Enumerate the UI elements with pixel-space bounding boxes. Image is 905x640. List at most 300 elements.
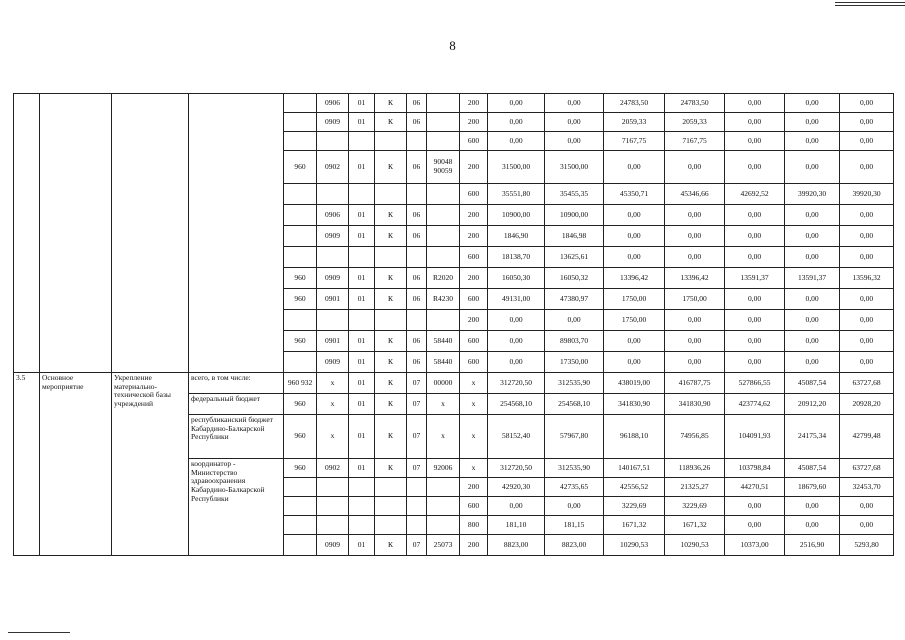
table-cell [284, 132, 317, 151]
table-cell: 10290,53 [665, 535, 725, 556]
table-cell: 5293,80 [840, 535, 894, 556]
table-cell: 200 [460, 94, 488, 113]
footnote-rule [8, 632, 70, 633]
table-cell: 0,00 [725, 331, 785, 352]
table-cell: 0,00 [545, 132, 604, 151]
table-cell: 1750,00 [665, 289, 725, 310]
table-cell [427, 113, 460, 132]
table-cell: 01 [349, 352, 375, 373]
table-cell: 960 [284, 151, 317, 184]
table-cell: 44270,51 [725, 478, 785, 497]
table-cell [375, 310, 407, 331]
table-cell: 0,00 [665, 247, 725, 268]
table-cell: 0,00 [785, 497, 840, 516]
table-cell: 0,00 [665, 310, 725, 331]
table-cell: 06 [407, 331, 427, 352]
table-cell: 416787,75 [665, 373, 725, 394]
table-cell: К [375, 94, 407, 113]
table-cell: 3229,69 [604, 497, 665, 516]
table-cell: 960 [284, 331, 317, 352]
table-cell [407, 478, 427, 497]
table-cell: 312535,90 [545, 373, 604, 394]
table-cell: 01 [349, 373, 375, 394]
table-cell: 06 [407, 113, 427, 132]
table-cell: 181,10 [488, 516, 545, 535]
table-cell: 0,00 [545, 113, 604, 132]
table-cell: 13625,61 [545, 247, 604, 268]
table-cell: 0,00 [604, 352, 665, 373]
table-cell: 45350,71 [604, 184, 665, 205]
table-cell: 600 [460, 184, 488, 205]
table-cell: 0,00 [840, 310, 894, 331]
table-cell: 0,00 [840, 247, 894, 268]
table-cell: 42735,65 [545, 478, 604, 497]
table-cell: К [375, 268, 407, 289]
table-cell: 103798,84 [725, 459, 785, 478]
table-cell: 01 [349, 459, 375, 478]
table-cell: 0,00 [725, 205, 785, 226]
table-cell: 01 [349, 226, 375, 247]
table-cell [407, 247, 427, 268]
table-cell: 960 [284, 459, 317, 478]
table-cell: 341830,90 [604, 394, 665, 415]
table-cell: 06 [407, 289, 427, 310]
table-cell: 01 [349, 113, 375, 132]
table-cell: 0,00 [785, 113, 840, 132]
table-cell: 0,00 [840, 516, 894, 535]
table-cell: 35551,80 [488, 184, 545, 205]
table-cell: R2020 [427, 268, 460, 289]
table-cell: 2059,33 [665, 113, 725, 132]
table-cell: 0,00 [488, 310, 545, 331]
table-cell [427, 205, 460, 226]
table-cell: Укрепление материально-технической базы учреждений [112, 373, 189, 556]
table-cell: 2516,90 [785, 535, 840, 556]
table-cell: 527866,55 [725, 373, 785, 394]
table-cell: х [427, 394, 460, 415]
table-cell: 0,00 [488, 352, 545, 373]
table-cell [14, 94, 40, 373]
table-cell: 0,00 [545, 94, 604, 113]
table-cell: федеральный бюджет [189, 394, 284, 415]
table-cell [427, 132, 460, 151]
table-cell: 0,00 [785, 132, 840, 151]
table-cell: 21325,27 [665, 478, 725, 497]
table-row [14, 373, 894, 394]
table-cell: 13596,32 [840, 268, 894, 289]
table-cell [284, 184, 317, 205]
table-cell: 1671,32 [604, 516, 665, 535]
table-cell: 960 932 [284, 373, 317, 394]
table-cell [317, 478, 349, 497]
table-cell [317, 247, 349, 268]
table-cell: 2059,33 [604, 113, 665, 132]
table-cell: 01 [349, 394, 375, 415]
table-cell [375, 184, 407, 205]
page-number: 8 [449, 38, 456, 53]
table-cell: х [317, 373, 349, 394]
table-cell: 07 [407, 394, 427, 415]
table-cell: 7167,75 [604, 132, 665, 151]
table-cell: 0,00 [840, 151, 894, 184]
table-cell: 0,00 [604, 226, 665, 247]
table-cell [427, 497, 460, 516]
table-cell [427, 516, 460, 535]
table-cell: 0902 [317, 151, 349, 184]
table-cell: 10290,53 [604, 535, 665, 556]
table-cell: 24175,34 [785, 415, 840, 459]
table-cell: х [317, 394, 349, 415]
table-cell: 200 [460, 478, 488, 497]
table-cell: 39920,30 [785, 184, 840, 205]
table-cell: 1750,00 [604, 289, 665, 310]
table-cell: 438019,00 [604, 373, 665, 394]
table-cell: 0,00 [665, 352, 725, 373]
table-cell: 0,00 [840, 497, 894, 516]
table-cell: х [460, 415, 488, 459]
table-cell: 0,00 [840, 289, 894, 310]
table-cell: 254568,10 [545, 394, 604, 415]
table-cell: 01 [349, 289, 375, 310]
table-cell: 1750,00 [604, 310, 665, 331]
table-cell: 0,00 [488, 113, 545, 132]
table-cell [427, 184, 460, 205]
table-cell: 20912,20 [785, 394, 840, 415]
table-cell: 0,00 [725, 151, 785, 184]
table-cell [284, 497, 317, 516]
table-cell: 200 [460, 535, 488, 556]
table-cell: 07 [407, 373, 427, 394]
table-cell: 1671,32 [665, 516, 725, 535]
table-cell [284, 247, 317, 268]
table-cell: 0902 [317, 459, 349, 478]
table-cell: 42692,52 [725, 184, 785, 205]
table-cell: 200 [460, 268, 488, 289]
table-cell [349, 247, 375, 268]
table-cell: 35455,35 [545, 184, 604, 205]
table-cell [407, 497, 427, 516]
table-cell: 01 [349, 535, 375, 556]
table-cell: 0,00 [840, 113, 894, 132]
table-cell: 45346,66 [665, 184, 725, 205]
table-cell: 600 [460, 352, 488, 373]
table-cell: х [460, 459, 488, 478]
table-cell: 06 [407, 151, 427, 184]
table-cell: 0,00 [840, 352, 894, 373]
table-cell: К [375, 226, 407, 247]
table-cell: 312720,50 [488, 459, 545, 478]
table-cell: 0,00 [665, 205, 725, 226]
table-cell [284, 226, 317, 247]
table-cell [427, 247, 460, 268]
table-cell: 0909 [317, 535, 349, 556]
table-cell: 0,00 [785, 247, 840, 268]
top-edge-mark [835, 0, 905, 4]
table-cell: 0,00 [725, 226, 785, 247]
table-cell [284, 113, 317, 132]
table-cell [375, 516, 407, 535]
table-cell: 960 [284, 268, 317, 289]
table-cell: 0,00 [604, 151, 665, 184]
table-cell: 0909 [317, 113, 349, 132]
table-cell: К [375, 205, 407, 226]
table-cell: координатор - Министерство здравоохранения Кабардино-Балкарской Республики [189, 459, 284, 556]
table-cell: 0,00 [725, 352, 785, 373]
table-cell: 42799,48 [840, 415, 894, 459]
table-cell: 17350,00 [545, 352, 604, 373]
table-cell: 254568,10 [488, 394, 545, 415]
table-cell: х [317, 415, 349, 459]
table-cell: 89803,70 [545, 331, 604, 352]
table-cell: 960 [284, 394, 317, 415]
table-cell [349, 184, 375, 205]
table-cell: 0,00 [840, 205, 894, 226]
table-cell: 01 [349, 268, 375, 289]
table-cell [317, 310, 349, 331]
table-cell [427, 478, 460, 497]
table-cell: 92006 [427, 459, 460, 478]
table-cell [284, 535, 317, 556]
table-cell [284, 478, 317, 497]
table-cell: 32453,70 [840, 478, 894, 497]
table-cell: 06 [407, 352, 427, 373]
table-cell: 06 [407, 205, 427, 226]
table-cell: 960 [284, 289, 317, 310]
table-cell: 312720,50 [488, 373, 545, 394]
table-cell: 0,00 [785, 205, 840, 226]
table-cell: 24783,50 [604, 94, 665, 113]
table-cell: 01 [349, 331, 375, 352]
table-cell: 1846,98 [545, 226, 604, 247]
table-cell: 25073 [427, 535, 460, 556]
table-cell: 01 [349, 205, 375, 226]
table-cell [375, 478, 407, 497]
table-cell: х [427, 415, 460, 459]
table-cell: 58440 [427, 331, 460, 352]
table-cell: К [375, 289, 407, 310]
table-cell: 0,00 [840, 331, 894, 352]
table-cell: К [375, 394, 407, 415]
table-cell [317, 184, 349, 205]
table-cell: 01 [349, 415, 375, 459]
table-cell: 45087,54 [785, 373, 840, 394]
table-cell: 06 [407, 94, 427, 113]
table-cell: 00000 [427, 373, 460, 394]
table-cell: 0909 [317, 352, 349, 373]
table-cell: 0,00 [785, 516, 840, 535]
table-cell [349, 478, 375, 497]
table-cell: 800 [460, 516, 488, 535]
table-cell: К [375, 373, 407, 394]
table-cell: х [460, 394, 488, 415]
table-cell [375, 247, 407, 268]
table-cell: 74956,85 [665, 415, 725, 459]
table-cell: 47380,97 [545, 289, 604, 310]
table-cell: 0,00 [604, 205, 665, 226]
table-cell: 0,00 [840, 132, 894, 151]
table-cell: 600 [460, 497, 488, 516]
table-cell: 0,00 [725, 247, 785, 268]
table-cell: 312535,90 [545, 459, 604, 478]
table-cell [427, 94, 460, 113]
table-cell: 0901 [317, 289, 349, 310]
table-cell [407, 516, 427, 535]
table-cell: 06 [407, 268, 427, 289]
table-cell [284, 352, 317, 373]
table-cell [349, 516, 375, 535]
table-cell: 0,00 [785, 352, 840, 373]
table-cell: 0,00 [488, 94, 545, 113]
table-cell [349, 497, 375, 516]
table-cell: 42920,30 [488, 478, 545, 497]
table-cell: республиканский бюджет Кабардино-Балкарской Республики [189, 415, 284, 459]
table-cell: 18679,60 [785, 478, 840, 497]
table-cell: 96188,10 [604, 415, 665, 459]
table-cell: 0,00 [785, 94, 840, 113]
table-cell: 16050,32 [545, 268, 604, 289]
table-cell: 600 [460, 247, 488, 268]
table-cell: 31500,00 [488, 151, 545, 184]
table-cell: 13396,42 [604, 268, 665, 289]
table-cell: 07 [407, 459, 427, 478]
table-cell [427, 310, 460, 331]
table-cell [40, 94, 112, 373]
table-cell [284, 516, 317, 535]
table-cell: всего, в том числе: [189, 373, 284, 394]
table-cell: 07 [407, 535, 427, 556]
table-cell: 0,00 [725, 310, 785, 331]
table-cell: Основное мероприятие [40, 373, 112, 556]
table-cell [349, 132, 375, 151]
table-cell [284, 94, 317, 113]
table-cell: 8823,00 [488, 535, 545, 556]
table-cell: 10900,00 [545, 205, 604, 226]
table-cell [189, 94, 284, 373]
table-cell: 07 [407, 415, 427, 459]
table-cell: К [375, 352, 407, 373]
table-cell [407, 184, 427, 205]
budget-table [13, 93, 894, 556]
table-cell: 63727,68 [840, 459, 894, 478]
table-cell: 0,00 [725, 289, 785, 310]
table-cell: 18138,70 [488, 247, 545, 268]
table-cell: 0906 [317, 94, 349, 113]
table-cell: 13396,42 [665, 268, 725, 289]
table-cell: 10373,00 [725, 535, 785, 556]
table-cell: 0,00 [725, 516, 785, 535]
table-cell: 16050,30 [488, 268, 545, 289]
table-cell: 01 [349, 94, 375, 113]
table-cell: К [375, 331, 407, 352]
table-cell: 200 [460, 226, 488, 247]
table-cell: 1846,90 [488, 226, 545, 247]
table-cell: 58440 [427, 352, 460, 373]
table-cell: 0,00 [488, 497, 545, 516]
table-cell: 58152,40 [488, 415, 545, 459]
table-cell: 3229,69 [665, 497, 725, 516]
table-cell: 06 [407, 226, 427, 247]
table-cell [375, 497, 407, 516]
table-cell: 20928,20 [840, 394, 894, 415]
table-cell: 01 [349, 151, 375, 184]
table-cell: 200 [460, 113, 488, 132]
table-cell [112, 94, 189, 373]
table-cell: 0,00 [665, 151, 725, 184]
table-cell: R4230 [427, 289, 460, 310]
table-cell: 13591,37 [725, 268, 785, 289]
table-cell: 7167,75 [665, 132, 725, 151]
table-cell: 0,00 [488, 132, 545, 151]
table-cell: 13591,37 [785, 268, 840, 289]
table-cell: 31500,00 [545, 151, 604, 184]
table-cell: 200 [460, 310, 488, 331]
table-cell: 423774,62 [725, 394, 785, 415]
table-cell: 0,00 [545, 497, 604, 516]
table-cell [317, 132, 349, 151]
table-cell: 39920,30 [840, 184, 894, 205]
table-cell: 0,00 [725, 497, 785, 516]
table-cell: 3.5 [14, 373, 40, 556]
table-cell: 0,00 [840, 94, 894, 113]
table-cell: 341830,90 [665, 394, 725, 415]
table-cell: 0,00 [785, 331, 840, 352]
table-cell: 10900,00 [488, 205, 545, 226]
table-cell: 0,00 [785, 226, 840, 247]
table-cell: 0,00 [785, 289, 840, 310]
table-cell: 90048 90059 [427, 151, 460, 184]
table-cell: 0,00 [840, 226, 894, 247]
table-cell: 0906 [317, 205, 349, 226]
table-cell: 8823,00 [545, 535, 604, 556]
table-cell: 45087,54 [785, 459, 840, 478]
table-cell: 600 [460, 331, 488, 352]
table-cell: 600 [460, 289, 488, 310]
table-cell: 0,00 [785, 310, 840, 331]
table-cell: К [375, 459, 407, 478]
table-cell: 118936,26 [665, 459, 725, 478]
table-cell [407, 310, 427, 331]
table-cell: 0,00 [545, 310, 604, 331]
table-cell: 0,00 [725, 94, 785, 113]
table-cell: 0,00 [488, 331, 545, 352]
table-cell: 140167,51 [604, 459, 665, 478]
table-cell: 0,00 [604, 247, 665, 268]
table-cell [427, 226, 460, 247]
table-cell: 960 [284, 415, 317, 459]
table-cell: 0,00 [725, 113, 785, 132]
table-cell: К [375, 535, 407, 556]
table-cell: 0,00 [725, 132, 785, 151]
table-cell [407, 132, 427, 151]
table-cell: 600 [460, 132, 488, 151]
table-cell: 200 [460, 205, 488, 226]
table-cell [284, 310, 317, 331]
table-cell: 0901 [317, 331, 349, 352]
table-row [14, 94, 894, 113]
table-cell: 24783,50 [665, 94, 725, 113]
table-cell [375, 132, 407, 151]
table-cell: К [375, 415, 407, 459]
table-cell [317, 497, 349, 516]
table-cell: 181,15 [545, 516, 604, 535]
table-cell: 0909 [317, 226, 349, 247]
table-cell: 0,00 [665, 226, 725, 247]
table-cell: х [460, 373, 488, 394]
table-cell: К [375, 151, 407, 184]
table-cell: 200 [460, 151, 488, 184]
table-cell: 0,00 [785, 151, 840, 184]
table-cell: 104091,93 [725, 415, 785, 459]
